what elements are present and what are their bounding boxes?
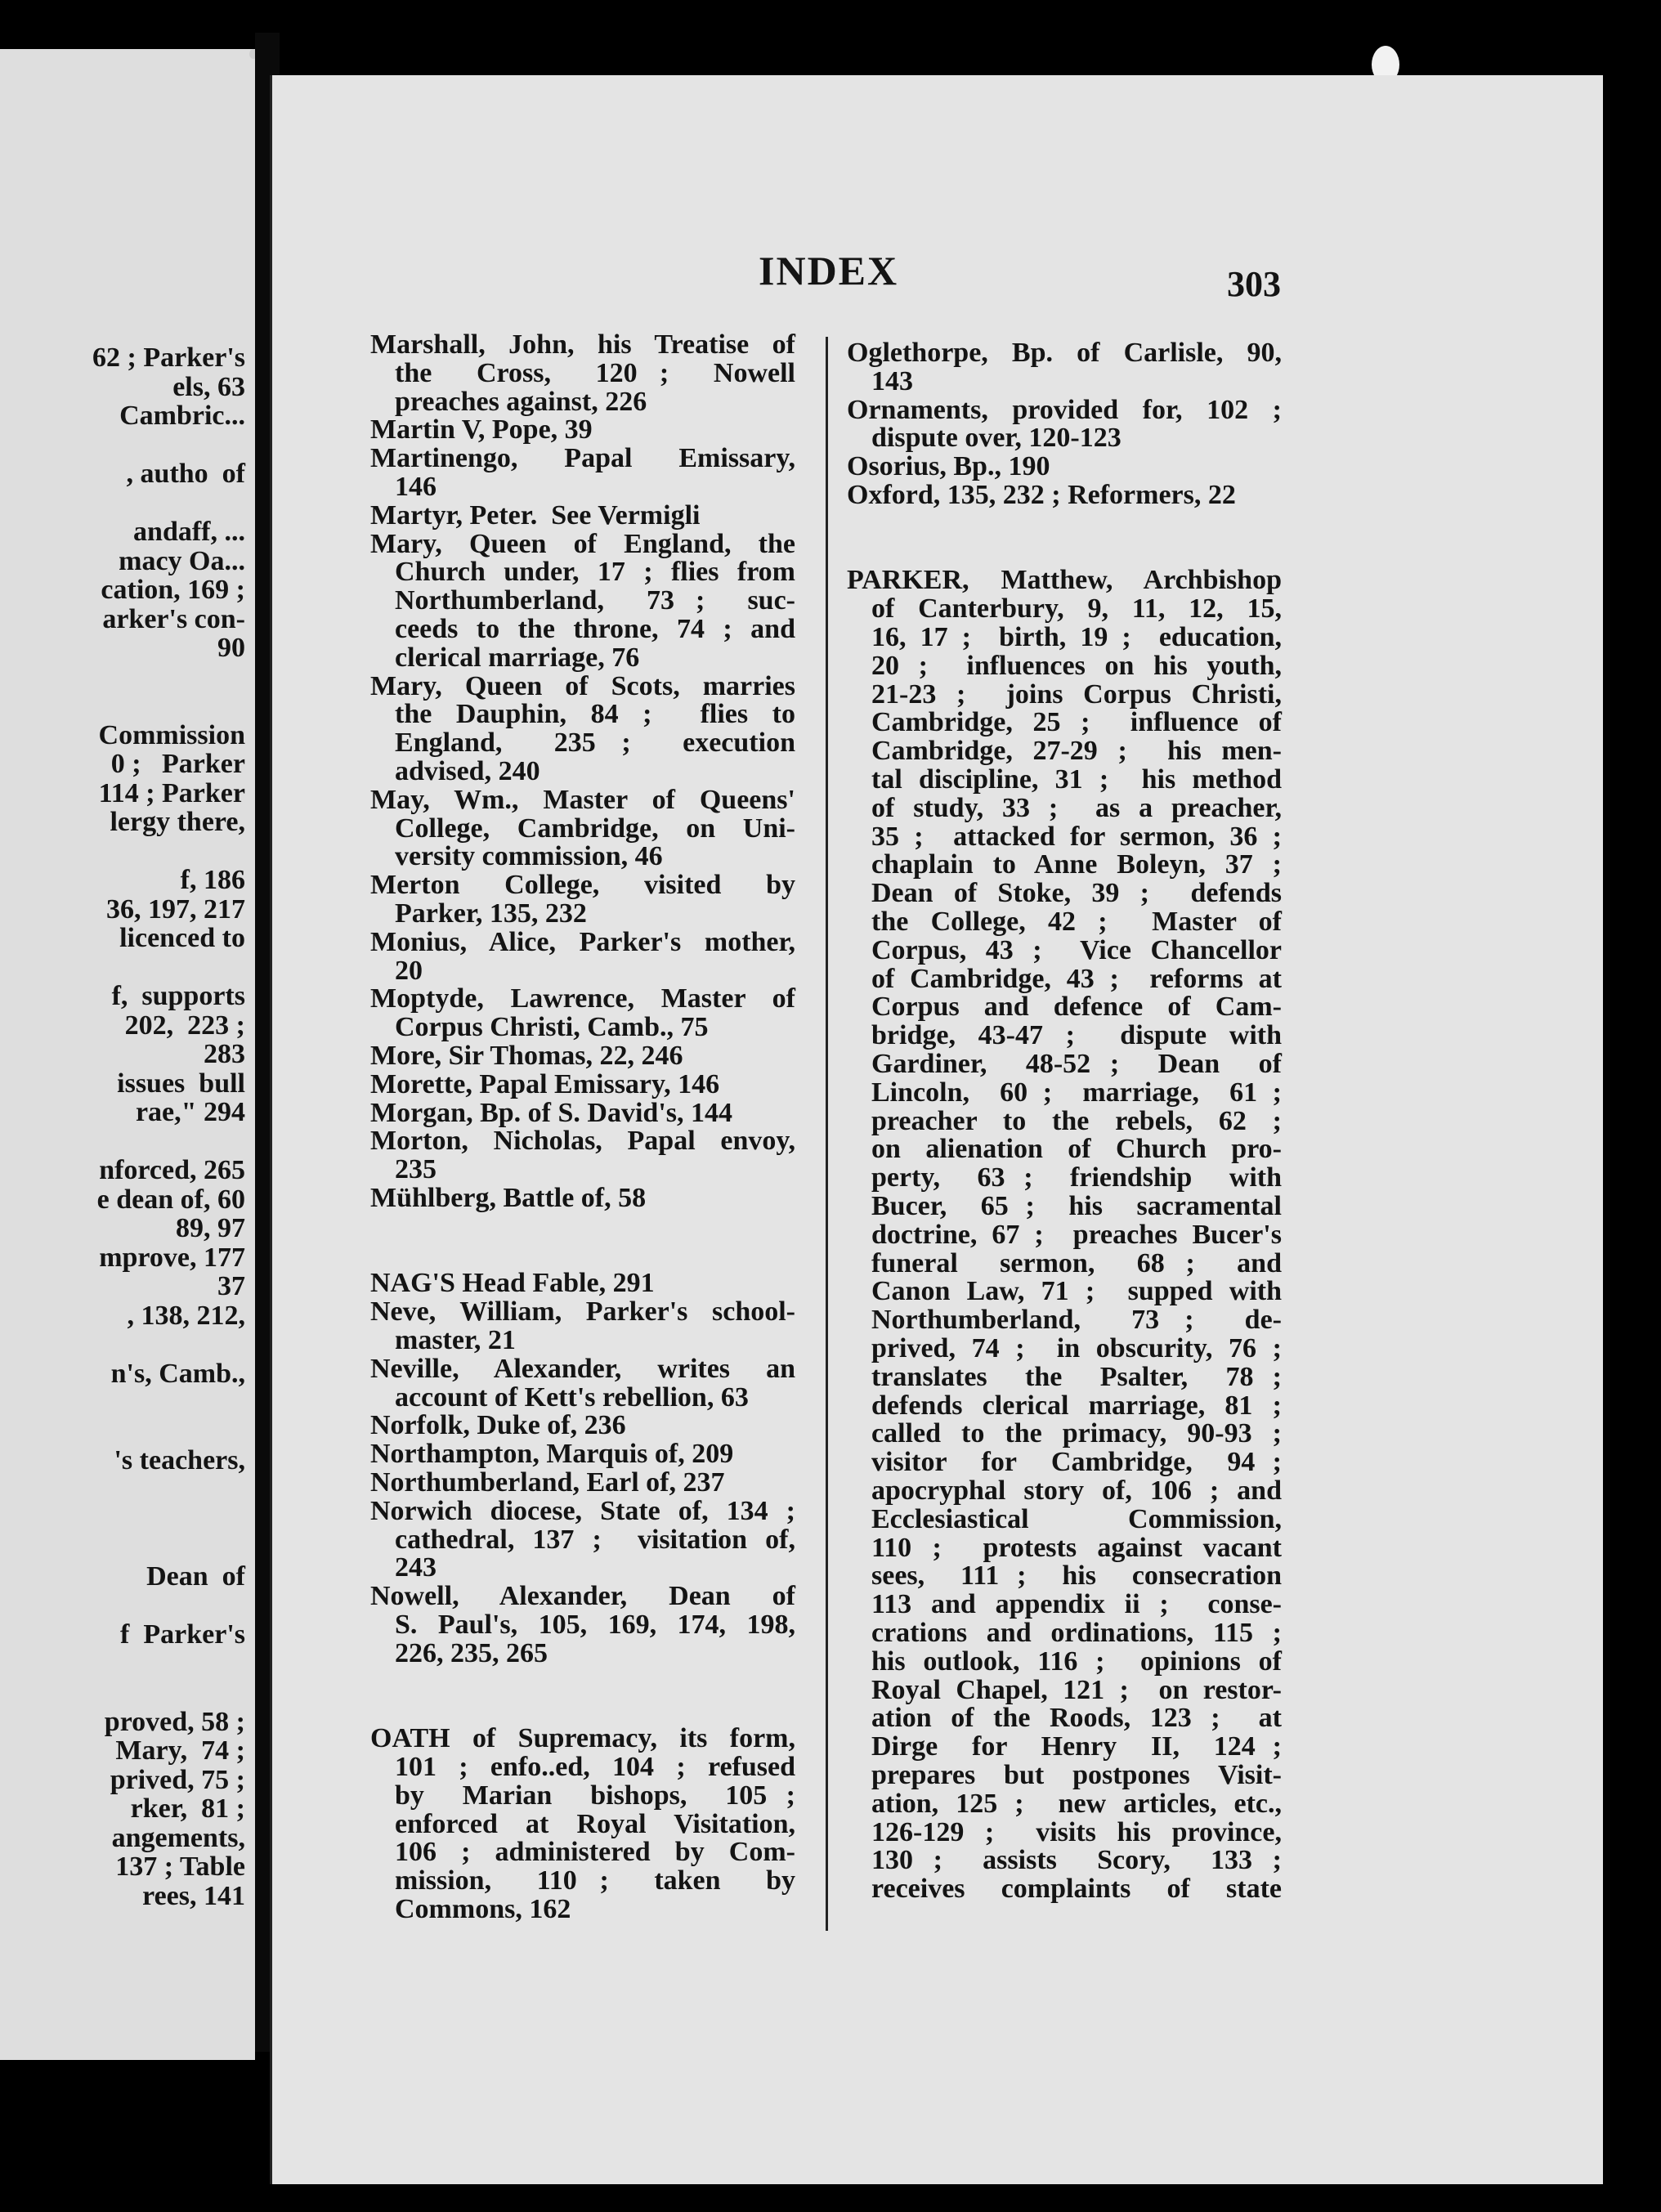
index-entry-line: Corpus and defence of Cam-: [871, 992, 1282, 1023]
index-entry-line: Corpus Christi, Camb., 75: [395, 1012, 709, 1043]
previous-page-fragment: [0, 49, 255, 2060]
previous-page-line: , autho of: [126, 459, 245, 489]
previous-page-line: angements,: [111, 1822, 245, 1853]
index-entry-line: Norwich diocese, State of, 134 ;: [370, 1495, 795, 1526]
index-entry-line: Oxford, 135, 232 ; Reformers, 22: [847, 480, 1236, 510]
index-entry-line: Martinengo, Papal Emissary,: [370, 443, 795, 474]
index-entry-line: Nowell, Alexander, Dean of: [370, 1581, 795, 1612]
index-entry-line: Dean of Stoke, 39 ; defends: [871, 878, 1282, 909]
previous-page-line: rees, 141: [142, 1880, 245, 1911]
previous-page-line: 90: [217, 633, 245, 663]
previous-page-line: e dean of, 60: [96, 1184, 245, 1215]
index-entry-line: Northumberland, 73 ; suc-: [395, 585, 795, 616]
index-entry-line: NAG'S Head Fable, 291: [370, 1268, 655, 1299]
index-entry-line: Marshall, John, his Treatise of: [370, 329, 795, 360]
index-entry-line: translates the Psalter, 78 ;: [871, 1361, 1282, 1392]
index-entry-line: ation of the Roods, 123 ; at: [871, 1703, 1282, 1734]
index-entry-line: 110 ; protests against vacant: [871, 1532, 1282, 1563]
index-entry-line: 243: [395, 1552, 437, 1583]
index-entry-line: called to the primacy, 90-93 ;: [871, 1418, 1282, 1449]
index-entry-line: 16, 17 ; birth, 19 ; education,: [871, 622, 1282, 652]
index-entry-line: Northampton, Marquis of, 209: [370, 1439, 734, 1470]
previous-page-line: arker's con-: [102, 603, 245, 634]
previous-page-line: proved, 58 ;: [104, 1706, 245, 1737]
index-entry-line: prepares but postpones Visit-: [871, 1760, 1282, 1790]
index-entry-line: mission, 110 ; taken by: [395, 1865, 795, 1896]
index-entry-line: Moptyde, Lawrence, Master of: [370, 983, 795, 1014]
index-entry-line: Northumberland, 73 ; de-: [871, 1305, 1282, 1336]
index-entry-line: preaches against, 226: [395, 386, 647, 417]
index-entry-line: the Cross, 120 ; Nowell: [395, 357, 795, 388]
index-entry-line: Dirge for Henry II, 124 ;: [871, 1731, 1282, 1762]
index-entry-line: Martin V, Pope, 39: [370, 414, 593, 446]
index-entry-line: prived, 74 ; in obscurity, 76 ;: [871, 1333, 1282, 1363]
index-entry-line: PARKER, Matthew, Archbishop: [847, 565, 1282, 596]
index-entry-line: Mary, Queen of England, the: [370, 528, 795, 559]
index-entry-line: Morgan, Bp. of S. David's, 144: [370, 1097, 732, 1128]
previous-page-line: macy Oa...: [119, 545, 245, 576]
index-entry-line: Mary, Queen of Scots, marries: [370, 670, 795, 701]
index-entry-line: of Cambridge, 43 ; reforms at: [871, 963, 1282, 994]
index-entry-line: Neve, William, Parker's school-: [370, 1296, 795, 1328]
index-entry-line: crations and ordinations, 115 ;: [871, 1618, 1282, 1648]
index-entry-line: Ornaments, provided for, 102 ;: [847, 394, 1282, 425]
index-entry-line: sees, 111 ; his consecration: [871, 1560, 1282, 1592]
column-divider: [826, 337, 828, 1931]
index-entry-line: 35 ; attacked for sermon, 36 ;: [871, 821, 1282, 852]
previous-page-line: lergy there,: [110, 807, 245, 837]
index-entry-line: chaplain to Anne Boleyn, 37 ;: [871, 849, 1282, 880]
index-entry-line: on alienation of Church pro-: [871, 1134, 1282, 1165]
index-entry-line: the College, 42 ; Master of: [871, 907, 1282, 937]
previous-page-line: prived, 75 ;: [110, 1764, 245, 1795]
index-entry-line: 126-129 ; visits his province,: [871, 1816, 1282, 1847]
previous-page-line: rae," 294: [135, 1097, 245, 1127]
index-entry-line: Gardiner, 48-52 ; Dean of: [871, 1049, 1282, 1079]
index-entry-line: enforced at Royal Visitation,: [395, 1808, 795, 1839]
index-entry-line: of study, 33 ; as a preacher,: [871, 792, 1282, 823]
index-entry-line: by Marian bishops, 105 ;: [395, 1780, 795, 1811]
previous-page-line: 0 ; Parker: [110, 749, 245, 779]
previous-page-line: Dean of: [146, 1561, 245, 1592]
index-entry-line: 21-23 ; joins Corpus Christi,: [871, 678, 1282, 710]
index-entry-line: Lincoln, 60 ; marriage, 61 ;: [871, 1077, 1282, 1108]
index-entry-line: tal discipline, 31 ; his method: [871, 764, 1282, 795]
previous-page-line: 202, 223 ;: [124, 1010, 245, 1041]
index-entry-line: Ecclesiastical Commission,: [871, 1503, 1282, 1534]
index-entry-line: Canon Law, 71 ; supped with: [871, 1276, 1282, 1307]
previous-page-line: 36, 197, 217: [106, 893, 245, 925]
index-entry-line: Morton, Nicholas, Papal envoy,: [370, 1126, 795, 1157]
index-entry-line: England, 235 ; execution: [395, 728, 795, 759]
index-entry-line: perty, 63 ; friendship with: [871, 1162, 1282, 1193]
index-entry-line: defends clerical marriage, 81 ;: [871, 1390, 1282, 1421]
index-entry-line: Parker, 135, 232: [395, 898, 587, 929]
index-entry-line: Mühlberg, Battle of, 58: [370, 1183, 647, 1213]
previous-page-line: andaff, ...: [133, 517, 245, 547]
index-entry-line: Bucer, 65 ; his sacramental: [871, 1191, 1282, 1221]
page-number: 303: [1227, 264, 1281, 304]
previous-page-line: mprove, 177: [99, 1242, 245, 1273]
index-entry-line: apocryphal story of, 106 ; and: [871, 1475, 1282, 1506]
index-entry-line: More, Sir Thomas, 22, 246: [370, 1041, 683, 1071]
previous-page-line: , 138, 212,: [127, 1300, 245, 1331]
index-entry-line: receives complaints of state: [871, 1874, 1282, 1905]
index-entry-line: Northumberland, Earl of, 237: [370, 1467, 725, 1498]
previous-page-line: els, 63: [172, 371, 245, 402]
index-entry-line: preacher to the rebels, 62 ;: [871, 1105, 1282, 1136]
index-entry-line: 106 ; administered by Com-: [395, 1837, 795, 1868]
previous-page-line: f Parker's: [120, 1619, 245, 1650]
index-entry-line: 235: [395, 1154, 437, 1185]
index-entry-line: Osorius, Bp., 190: [847, 451, 1050, 482]
index-entry-line: ation, 125 ; new articles, etc.,: [871, 1788, 1282, 1819]
index-entry-line: Merton College, visited by: [370, 870, 795, 901]
previous-page-line: n's, Camb.,: [110, 1358, 245, 1389]
index-entry-line: Monius, Alice, Parker's mother,: [370, 926, 795, 957]
index-page: [270, 75, 1603, 2184]
index-entry-line: S. Paul's, 105, 169, 174, 198,: [395, 1610, 795, 1640]
index-entry-line: Royal Chapel, 121 ; on restor-: [871, 1674, 1282, 1705]
previous-page-line: 89, 97: [176, 1213, 245, 1243]
index-entry-line: 113 and appendix ii ; conse-: [871, 1589, 1282, 1620]
previous-page-line: Cambric...: [119, 401, 245, 431]
index-entry-line: versity commission, 46: [395, 841, 663, 872]
previous-page-line: issues bull: [117, 1068, 245, 1099]
index-entry-line: funeral sermon, 68 ; and: [871, 1247, 1282, 1278]
index-entry-line: 101 ; enfo..ed, 104 ; refused: [395, 1752, 795, 1782]
index-entry-line: Martyr, Peter. See Vermigli: [370, 499, 701, 531]
previous-page-line: f, 186: [180, 865, 245, 895]
index-entry-line: bridge, 43-47 ; dispute with: [871, 1020, 1282, 1051]
index-entry-line: Commons, 162: [395, 1894, 571, 1924]
index-entry-line: Cambridge, 25 ; influence of: [871, 707, 1282, 738]
index-entry-line: Morette, Papal Emissary, 146: [370, 1068, 720, 1099]
index-entry-line: clerical marriage, 76: [395, 642, 640, 673]
index-entry-line: doctrine, 67 ; preaches Bucer's: [871, 1219, 1282, 1250]
index-entry-line: Cambridge, 27-29 ; his men-: [871, 736, 1282, 767]
index-entry-line: OATH of Supremacy, its form,: [370, 1723, 795, 1754]
index-entry-line: Corpus, 43 ; Vice Chancellor: [871, 934, 1282, 965]
index-entry-line: May, Wm., Master of Queens': [370, 784, 795, 815]
index-entry-line: 226, 235, 265: [395, 1637, 548, 1668]
page-title: INDEX: [759, 248, 899, 293]
index-entry-line: 20: [395, 955, 423, 986]
index-entry-line: 20 ; influences on his youth,: [871, 650, 1282, 681]
index-entry-line: visitor for Cambridge, 94 ;: [871, 1447, 1282, 1478]
index-entry-line: Church under, 17 ; flies from: [395, 557, 795, 588]
index-entry-line: dispute over, 120-123: [871, 423, 1122, 454]
previous-page-line: nforced, 265: [99, 1155, 245, 1185]
index-entry-line: 130 ; assists Scory, 133 ;: [871, 1845, 1282, 1876]
previous-page-line: licenced to: [119, 923, 245, 953]
previous-page-line: Commission: [98, 719, 245, 750]
index-entry-line: of Canterbury, 9, 11, 12, 15,: [871, 593, 1282, 625]
index-entry-line: Neville, Alexander, writes an: [370, 1353, 795, 1384]
index-entry-line: advised, 240: [395, 756, 540, 786]
index-entry-line: Norfolk, Duke of, 236: [370, 1410, 626, 1441]
index-entry-line: cathedral, 137 ; visitation of,: [395, 1524, 795, 1555]
index-entry-line: account of Kett's rebellion, 63: [395, 1381, 749, 1413]
index-entry-line: Oglethorpe, Bp. of Carlisle, 90,: [847, 338, 1282, 368]
index-entry-line: 143: [871, 365, 913, 396]
previous-page-line: 's teachers,: [114, 1445, 245, 1475]
index-entry-line: ceeds to the throne, 74 ; and: [395, 614, 795, 644]
index-entry-line: College, Cambridge, on Uni-: [395, 813, 795, 844]
previous-page-line: 283: [204, 1039, 245, 1069]
previous-page-line: rker, 81 ;: [130, 1793, 245, 1824]
previous-page-line: f, supports: [111, 981, 245, 1011]
index-entry-line: 146: [395, 472, 437, 502]
previous-page-line: 137 ; Table: [115, 1852, 245, 1882]
index-entry-line: the Dauphin, 84 ; flies to: [395, 699, 795, 730]
index-entry-line: master, 21: [395, 1325, 516, 1355]
previous-page-line: Mary, 74 ;: [115, 1735, 245, 1766]
previous-page-line: cation, 169 ;: [101, 575, 245, 605]
previous-page-line: 37: [217, 1271, 245, 1301]
previous-page-line: 114 ; Parker: [98, 777, 245, 808]
previous-page-line: 62 ; Parker's: [92, 343, 245, 373]
index-entry-line: his outlook, 116 ; opinions of: [871, 1646, 1282, 1677]
